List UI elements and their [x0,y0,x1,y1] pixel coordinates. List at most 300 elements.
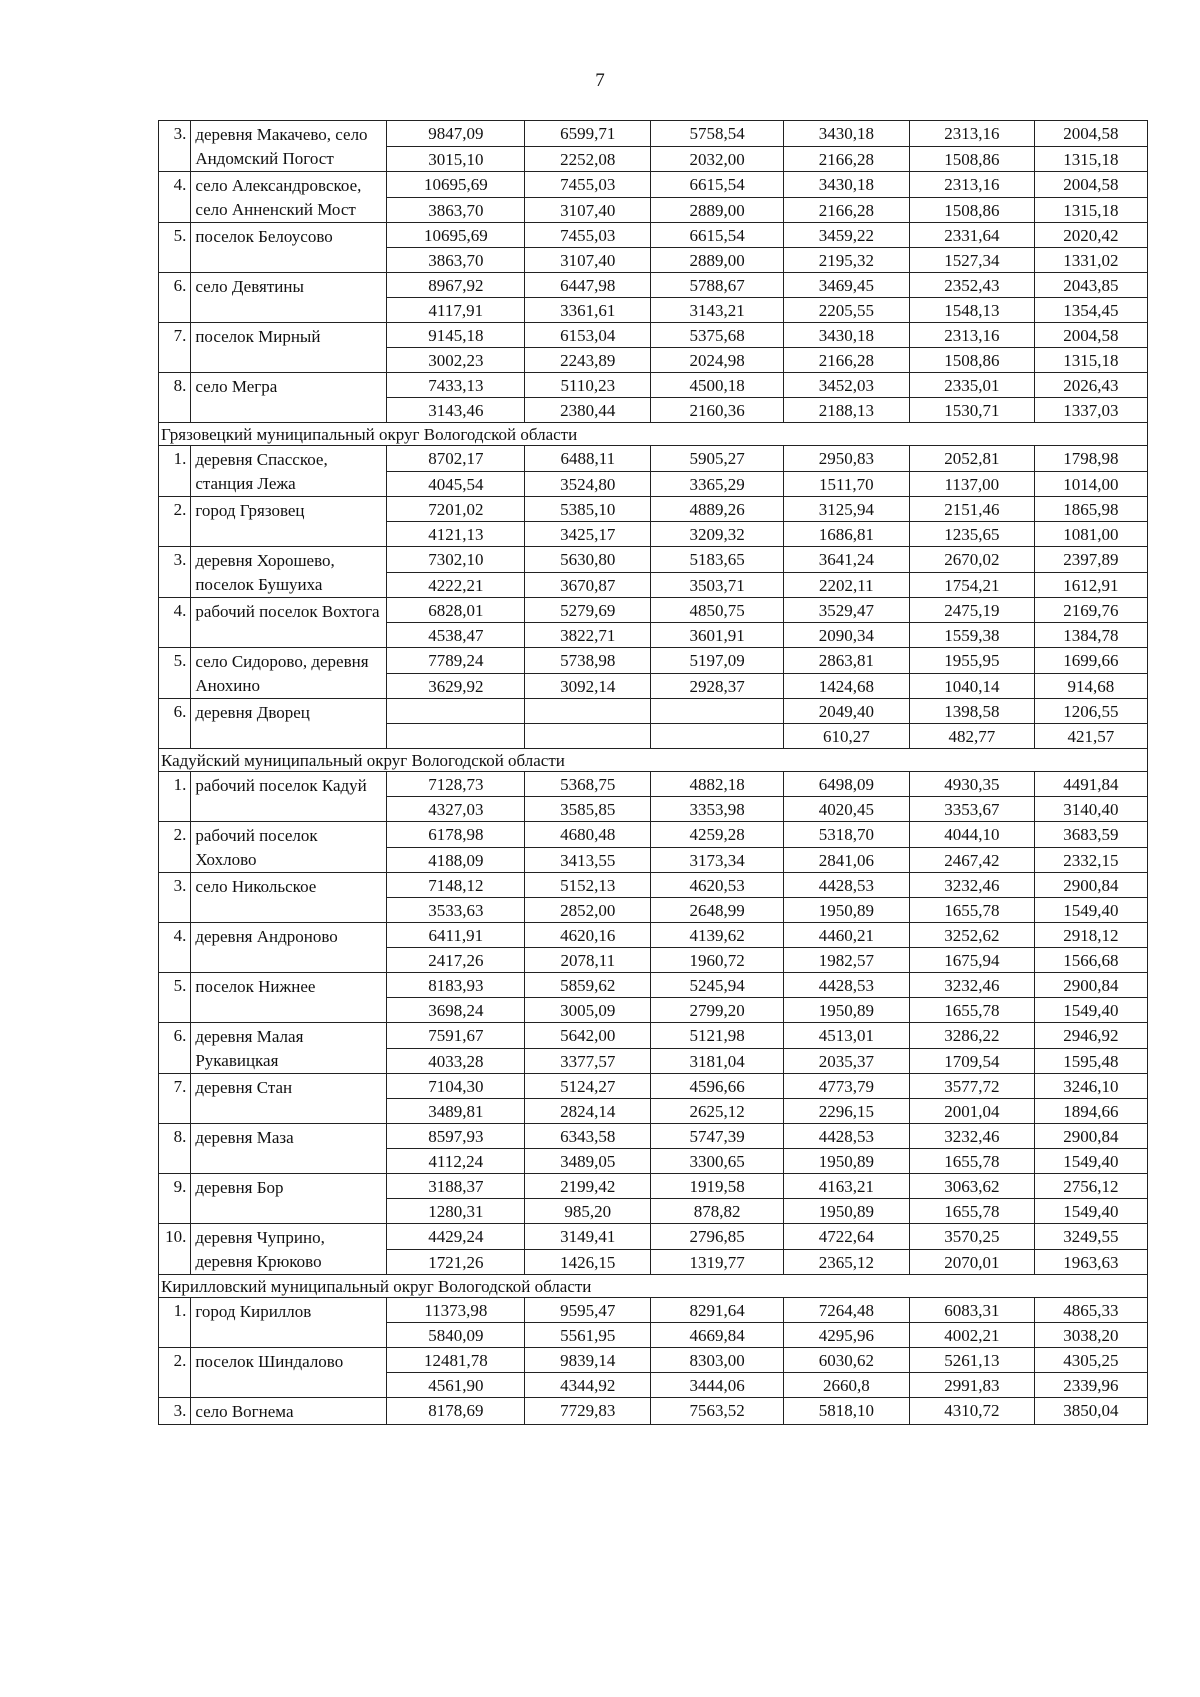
value-cell: 3585,85 [525,797,651,822]
value-cell: 1137,00 [909,471,1034,497]
value-cell: 1655,78 [909,1149,1034,1174]
value-cell: 2417,26 [387,948,525,973]
value-cell: 4428,53 [783,973,909,998]
value-cell: 1319,77 [651,1249,784,1275]
value-cell: 3822,71 [525,623,651,648]
value-cell: 2352,43 [909,273,1034,298]
value-cell: 2889,00 [651,248,784,273]
value-cell: 1655,78 [909,998,1034,1023]
value-cell: 1865,98 [1034,497,1147,522]
value-cell: 2475,19 [909,598,1034,623]
row-number: 3. [159,873,191,923]
value-cell: 2205,55 [783,298,909,323]
value-cell [387,724,525,749]
value-cell: 2090,34 [783,623,909,648]
value-cell: 1426,15 [525,1249,651,1275]
value-cell: 3286,22 [909,1023,1034,1049]
value-cell: 4889,26 [651,497,784,522]
value-cell: 2339,96 [1034,1373,1147,1398]
value-cell: 3002,23 [387,348,525,373]
value-cell: 2313,16 [909,323,1034,348]
value-cell: 5245,94 [651,973,784,998]
value-cell: 4044,10 [909,822,1034,848]
value-cell: 3107,40 [525,248,651,273]
value-cell: 3209,32 [651,522,784,547]
value-cell: 1950,89 [783,1199,909,1224]
table-row [159,273,1148,298]
value-cell: 5630,80 [525,547,651,573]
value-cell: 2043,85 [1034,273,1147,298]
value-cell: 3863,70 [387,248,525,273]
value-cell: 421,57 [1034,724,1147,749]
value-cell: 4163,21 [783,1174,909,1199]
value-cell: 8183,93 [387,973,525,998]
table-row [159,772,1148,797]
value-cell: 1206,55 [1034,699,1147,724]
value-cell: 3641,24 [783,547,909,573]
value-cell: 5642,00 [525,1023,651,1049]
value-cell: 7302,10 [387,547,525,573]
row-number: 2. [159,497,191,547]
row-number: 4. [159,598,191,648]
value-cell: 2365,12 [783,1249,909,1275]
value-cell: 3601,91 [651,623,784,648]
value-cell: 1559,38 [909,623,1034,648]
value-cell: 4310,72 [909,1398,1034,1425]
value-cell: 3503,71 [651,572,784,598]
value-cell: 2004,58 [1034,323,1147,348]
value-cell: 1699,66 [1034,648,1147,674]
value-cell: 3181,04 [651,1048,784,1074]
value-cell: 1894,66 [1034,1099,1147,1124]
value-cell: 2001,04 [909,1099,1034,1124]
value-cell: 1549,40 [1034,898,1147,923]
value-cell: 4117,91 [387,298,525,323]
value-cell: 11373,98 [387,1298,525,1323]
value-cell: 2928,37 [651,673,784,699]
value-cell: 3249,55 [1034,1224,1147,1250]
value-cell: 2049,40 [783,699,909,724]
value-cell: 1754,21 [909,572,1034,598]
row-number: 7. [159,323,191,373]
value-cell: 1655,78 [909,1199,1034,1224]
value-cell: 4295,96 [783,1323,909,1348]
value-cell: 1315,18 [1034,348,1147,373]
value-cell: 3232,46 [909,873,1034,898]
table-row [159,121,1148,147]
value-cell: 2331,64 [909,223,1034,248]
value-cell: 1950,89 [783,998,909,1023]
value-cell: 6488,11 [525,446,651,472]
value-cell: 2467,42 [909,847,1034,873]
value-cell: 1315,18 [1034,197,1147,223]
table-row [159,172,1148,198]
value-cell: 2078,11 [525,948,651,973]
settlement-name: деревня Стан [191,1074,387,1124]
value-cell: 2918,12 [1034,923,1147,948]
value-cell: 1014,00 [1034,471,1147,497]
value-cell: 3444,06 [651,1373,784,1398]
value-cell: 3529,47 [783,598,909,623]
value-cell: 2852,00 [525,898,651,923]
value-cell: 3015,10 [387,146,525,172]
table-row [159,648,1148,674]
value-cell: 2313,16 [909,172,1034,198]
row-number: 1. [159,1298,191,1348]
value-cell: 878,82 [651,1199,784,1224]
row-number: 4. [159,172,191,223]
value-cell: 2889,00 [651,197,784,223]
value-cell: 2188,13 [783,398,909,423]
section-header-row [159,423,1148,446]
value-cell: 6153,04 [525,323,651,348]
table-row [159,1298,1148,1323]
value-cell: 8303,00 [651,1348,784,1373]
value-cell: 5261,13 [909,1348,1034,1373]
row-number: 4. [159,923,191,973]
row-number: 10. [159,1224,191,1275]
value-cell: 4680,48 [525,822,651,848]
value-cell: 610,27 [783,724,909,749]
value-cell: 4428,53 [783,1124,909,1149]
value-cell: 5788,67 [651,273,784,298]
value-cell: 2070,01 [909,1249,1034,1275]
value-cell: 8597,93 [387,1124,525,1149]
value-cell: 6178,98 [387,822,525,848]
value-cell: 2380,44 [525,398,651,423]
value-cell: 1315,18 [1034,146,1147,172]
value-cell: 2332,15 [1034,847,1147,873]
value-cell: 7104,30 [387,1074,525,1099]
value-cell: 1655,78 [909,898,1034,923]
value-cell: 3430,18 [783,121,909,147]
value-cell: 9145,18 [387,323,525,348]
value-cell: 4121,13 [387,522,525,547]
value-cell: 7264,48 [783,1298,909,1323]
settlement-name: город Кириллов [191,1298,387,1348]
value-cell: 4020,45 [783,797,909,822]
section-header-row [159,1275,1148,1298]
value-cell: 1508,86 [909,348,1034,373]
value-cell: 7563,52 [651,1398,784,1425]
value-cell: 2035,37 [783,1048,909,1074]
value-cell: 1384,78 [1034,623,1147,648]
table-row [159,598,1148,623]
row-number: 8. [159,373,191,423]
value-cell: 2863,81 [783,648,909,674]
value-cell: 2660,8 [783,1373,909,1398]
value-cell: 3063,62 [909,1174,1034,1199]
value-cell: 7455,03 [525,172,651,198]
value-cell: 5197,09 [651,648,784,674]
value-cell: 3570,25 [909,1224,1034,1250]
value-cell: 7201,02 [387,497,525,522]
row-number: 6. [159,273,191,323]
value-cell: 6615,54 [651,223,784,248]
value-cell: 3353,98 [651,797,784,822]
value-cell: 1508,86 [909,146,1034,172]
value-cell: 1081,00 [1034,522,1147,547]
value-cell: 2243,89 [525,348,651,373]
value-cell: 1549,40 [1034,1149,1147,1174]
row-number: 1. [159,446,191,497]
value-cell: 3430,18 [783,323,909,348]
value-cell: 3143,46 [387,398,525,423]
value-cell: 3173,34 [651,847,784,873]
table-row [159,923,1148,948]
value-cell: 3188,37 [387,1174,525,1199]
value-cell: 4002,21 [909,1323,1034,1348]
value-cell: 3143,21 [651,298,784,323]
settlement-name: рабочий поселок Хохлово [191,822,387,873]
row-number: 7. [159,1074,191,1124]
value-cell: 3092,14 [525,673,651,699]
value-cell: 5905,27 [651,446,784,472]
settlement-name: рабочий поселок Кадуй [191,772,387,822]
value-cell: 9839,14 [525,1348,651,1373]
value-cell: 1709,54 [909,1048,1034,1074]
value-cell [651,699,784,724]
value-cell: 3246,10 [1034,1074,1147,1099]
value-cell: 5561,95 [525,1323,651,1348]
value-cell: 7789,24 [387,648,525,674]
value-cell: 3489,81 [387,1099,525,1124]
value-cell: 2004,58 [1034,121,1147,147]
table-row [159,446,1148,472]
value-cell: 3670,87 [525,572,651,598]
value-cell: 2166,28 [783,146,909,172]
value-cell: 5318,70 [783,822,909,848]
value-cell: 5747,39 [651,1124,784,1149]
value-cell: 4045,54 [387,471,525,497]
value-cell: 1235,65 [909,522,1034,547]
table-row [159,973,1148,998]
value-cell: 5385,10 [525,497,651,522]
value-cell: 2195,32 [783,248,909,273]
value-cell: 1612,91 [1034,572,1147,598]
value-cell: 9847,09 [387,121,525,147]
value-cell: 5124,27 [525,1074,651,1099]
value-cell: 6083,31 [909,1298,1034,1323]
value-cell: 6030,62 [783,1348,909,1373]
value-cell: 4327,03 [387,797,525,822]
value-cell: 2024,98 [651,348,784,373]
value-cell: 3524,80 [525,471,651,497]
value-cell: 1354,45 [1034,298,1147,323]
value-cell: 5121,98 [651,1023,784,1049]
settlement-name: поселок Белоусово [191,223,387,273]
value-cell: 2950,83 [783,446,909,472]
value-cell: 2900,84 [1034,1124,1147,1149]
value-cell: 1919,58 [651,1174,784,1199]
table-row [159,497,1148,522]
value-cell: 3300,65 [651,1149,784,1174]
value-cell: 3005,09 [525,998,651,1023]
settlement-name: деревня Макачево, село Андомский Погост [191,121,387,172]
value-cell: 7729,83 [525,1398,651,1425]
value-cell: 6447,98 [525,273,651,298]
settlement-name: деревня Чуприно, деревня Крюково [191,1224,387,1275]
value-cell: 2166,28 [783,197,909,223]
value-cell: 5840,09 [387,1323,525,1348]
settlement-name: деревня Бор [191,1174,387,1224]
value-cell: 2335,01 [909,373,1034,398]
value-cell: 4620,53 [651,873,784,898]
value-cell: 4033,28 [387,1048,525,1074]
value-cell: 5738,98 [525,648,651,674]
value-cell: 6343,58 [525,1124,651,1149]
value-cell: 5279,69 [525,598,651,623]
value-cell [525,699,651,724]
settlement-name: село Девятины [191,273,387,323]
table-row [159,1224,1148,1250]
settlement-name: поселок Нижнее [191,973,387,1023]
value-cell: 1798,98 [1034,446,1147,472]
value-cell: 5758,54 [651,121,784,147]
value-cell: 914,68 [1034,673,1147,699]
value-cell: 3430,18 [783,172,909,198]
value-cell: 2756,12 [1034,1174,1147,1199]
value-cell: 5368,75 [525,772,651,797]
value-cell: 3425,17 [525,522,651,547]
value-cell: 7591,67 [387,1023,525,1049]
value-cell: 4620,16 [525,923,651,948]
value-cell: 1566,68 [1034,948,1147,973]
row-number: 1. [159,772,191,822]
value-cell: 1955,95 [909,648,1034,674]
value-cell: 2799,20 [651,998,784,1023]
value-cell: 3452,03 [783,373,909,398]
value-cell: 8291,64 [651,1298,784,1323]
table-row [159,1023,1148,1049]
settlement-name: село Александровское, село Анненский Мост [191,172,387,223]
value-cell: 4930,35 [909,772,1034,797]
value-cell: 3107,40 [525,197,651,223]
page-number: 7 [595,70,605,91]
value-cell: 1982,57 [783,948,909,973]
settlement-name: село Вогнема [191,1398,387,1425]
value-cell: 1721,26 [387,1249,525,1275]
value-cell: 2202,11 [783,572,909,598]
value-cell: 7128,73 [387,772,525,797]
value-cell: 5859,62 [525,973,651,998]
value-cell: 1280,31 [387,1199,525,1224]
value-cell: 4188,09 [387,847,525,873]
value-cell: 4305,25 [1034,1348,1147,1373]
value-cell: 4513,01 [783,1023,909,1049]
value-cell: 4429,24 [387,1224,525,1250]
value-cell: 7433,13 [387,373,525,398]
section-title: Кадуйский муниципальный округ Вологодской области [159,749,1148,772]
row-number: 6. [159,1023,191,1074]
value-cell: 4139,62 [651,923,784,948]
value-cell: 6498,09 [783,772,909,797]
row-number: 6. [159,699,191,749]
table-row [159,1124,1148,1149]
settlement-name: рабочий поселок Вохтога [191,598,387,648]
value-cell: 2252,08 [525,146,651,172]
table-row [159,547,1148,573]
table-row [159,323,1148,348]
value-cell: 1508,86 [909,197,1034,223]
value-cell: 4491,84 [1034,772,1147,797]
value-cell: 5110,23 [525,373,651,398]
value-cell: 3863,70 [387,197,525,223]
row-number: 3. [159,547,191,598]
section-title: Кирилловский муниципальный округ Вологодской области [159,1275,1148,1298]
value-cell: 3459,22 [783,223,909,248]
value-cell: 482,77 [909,724,1034,749]
value-cell: 2199,42 [525,1174,651,1199]
value-cell: 6599,71 [525,121,651,147]
section-header-row [159,749,1148,772]
value-cell: 1549,40 [1034,998,1147,1023]
value-cell: 3365,29 [651,471,784,497]
value-cell: 2004,58 [1034,172,1147,198]
value-cell: 2151,46 [909,497,1034,522]
value-cell: 4669,84 [651,1323,784,1348]
settlement-name: деревня Андроново [191,923,387,973]
value-cell: 10695,69 [387,223,525,248]
table-row [159,1074,1148,1099]
table-body [159,121,1148,1425]
row-number: 5. [159,223,191,273]
settlement-name: деревня Хорошево, поселок Бушуиха [191,547,387,598]
value-cell: 5152,13 [525,873,651,898]
value-cell: 2625,12 [651,1099,784,1124]
value-cell: 985,20 [525,1199,651,1224]
value-cell: 1530,71 [909,398,1034,423]
value-cell: 3353,67 [909,797,1034,822]
value-cell [651,724,784,749]
value-cell: 3469,45 [783,273,909,298]
value-cell: 4259,28 [651,822,784,848]
value-cell: 3698,24 [387,998,525,1023]
value-cell: 2169,76 [1034,598,1147,623]
value-cell: 2052,81 [909,446,1034,472]
value-cell: 1595,48 [1034,1048,1147,1074]
value-cell: 1549,40 [1034,1199,1147,1224]
value-cell: 2166,28 [783,348,909,373]
value-cell: 3629,92 [387,673,525,699]
settlement-name: деревня Маза [191,1124,387,1174]
row-number: 3. [159,121,191,172]
settlement-name: деревня Дворец [191,699,387,749]
value-cell [525,724,651,749]
row-number: 2. [159,1348,191,1398]
value-cell: 2841,06 [783,847,909,873]
value-cell: 1527,34 [909,248,1034,273]
tariff-table [158,120,1148,1425]
value-cell: 1040,14 [909,673,1034,699]
settlement-name: поселок Шиндалово [191,1348,387,1398]
table-row [159,873,1148,898]
value-cell: 2020,42 [1034,223,1147,248]
value-cell: 4561,90 [387,1373,525,1398]
value-cell: 3489,05 [525,1149,651,1174]
value-cell: 2900,84 [1034,973,1147,998]
value-cell: 5818,10 [783,1398,909,1425]
value-cell: 3413,55 [525,847,651,873]
value-cell: 6411,91 [387,923,525,948]
value-cell: 4538,47 [387,623,525,648]
settlement-name: село Никольское [191,873,387,923]
value-cell: 2796,85 [651,1224,784,1250]
value-cell: 4112,24 [387,1149,525,1174]
value-cell: 3577,72 [909,1074,1034,1099]
value-cell: 2026,43 [1034,373,1147,398]
value-cell: 4428,53 [783,873,909,898]
